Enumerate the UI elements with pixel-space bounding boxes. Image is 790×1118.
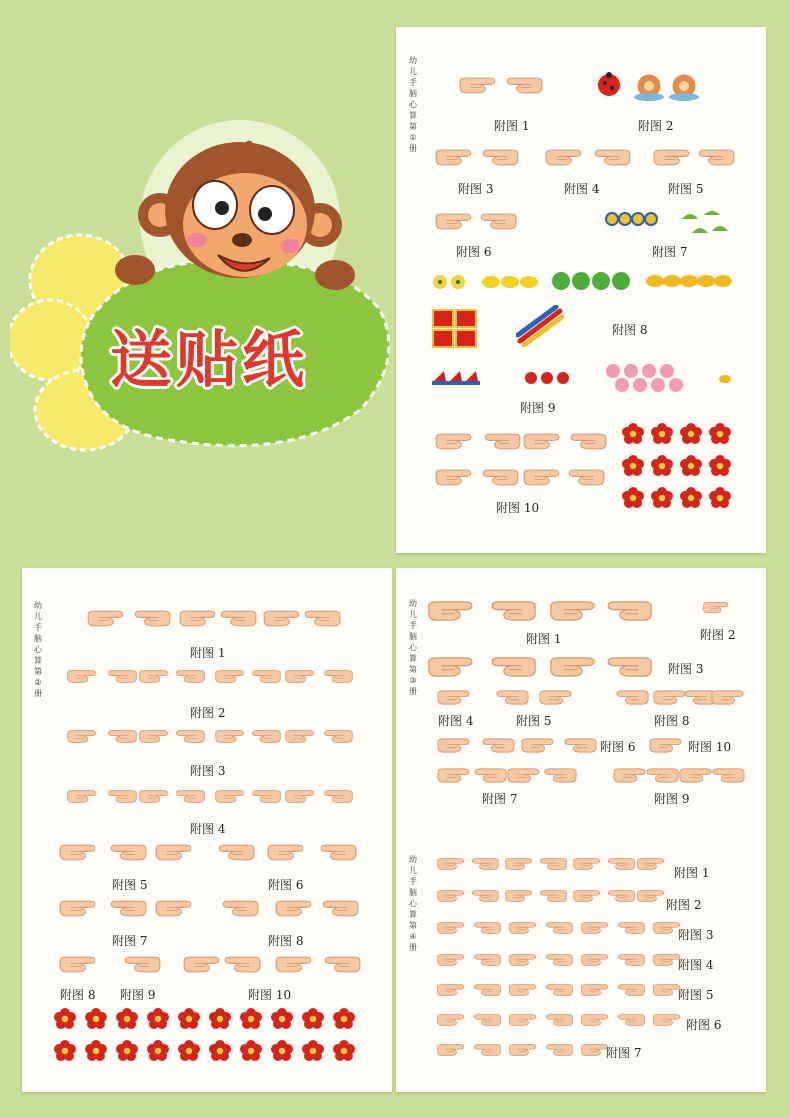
red-flower-icon: [651, 487, 673, 509]
hand-gesture-icon: [132, 608, 172, 629]
hand-gesture-icon: [636, 888, 666, 904]
hand-gesture-icon: [426, 654, 476, 680]
hand-gesture-icon: [86, 608, 126, 629]
red-flower-icon: [209, 1040, 231, 1062]
sticker-sheet-book-3-4: [396, 568, 766, 1092]
monkey-mascot-illustration: [10, 110, 400, 470]
hand-gesture-icon: [436, 688, 472, 707]
red-flower-icon: [709, 455, 731, 477]
vertical-title-char: 儿: [409, 866, 417, 875]
red-flower-icon: [178, 1008, 200, 1030]
hand-gesture-icon: [678, 766, 714, 785]
hand-gesture-icon: [604, 654, 654, 680]
hand-gesture-icon: [436, 856, 466, 872]
hand-gesture-icon: [470, 888, 500, 904]
corn-icon: [718, 373, 732, 385]
red-flower-icon: [622, 423, 644, 445]
hand-gesture-icon: [58, 954, 98, 975]
hand-gesture-icon: [538, 888, 568, 904]
hand-gesture-icon: [154, 898, 194, 919]
hand-gesture-icon: [568, 431, 608, 452]
hand-gesture-icon: [480, 736, 516, 755]
vertical-title-char: 幼: [409, 56, 417, 65]
red-flower-icon: [209, 1008, 231, 1030]
apple-icon: [550, 270, 632, 292]
hand-gesture-icon: [606, 888, 636, 904]
hand-gesture-icon: [138, 728, 170, 745]
red-flower-icon: [302, 1008, 324, 1030]
hand-gesture-icon: [636, 856, 666, 872]
figure-label: 附图 7: [652, 245, 688, 259]
hand-gesture-icon: [504, 75, 544, 96]
hand-gesture-icon: [488, 654, 538, 680]
hand-gesture-icon: [542, 766, 578, 785]
figure-label: 附图 1: [674, 866, 710, 880]
hand-gesture-icon: [108, 842, 148, 863]
hand-gesture-icon: [652, 1012, 682, 1028]
figure-label: 附图 9: [120, 988, 156, 1002]
red-flower-icon: [240, 1040, 262, 1062]
red-flower-icon: [622, 487, 644, 509]
snail-icon: [634, 71, 704, 101]
hand-gesture-icon: [470, 856, 500, 872]
hand-gesture-icon: [322, 788, 354, 805]
hand-gesture-icon: [458, 75, 498, 96]
vertical-title-char: 心: [409, 899, 417, 908]
red-flower-icon: [178, 1040, 200, 1062]
hand-gesture-icon: [616, 952, 646, 968]
vertical-title-char: 儿: [409, 610, 417, 619]
vertical-title-char: 脑: [409, 888, 417, 897]
sticker-sheet-book-1: [396, 27, 766, 553]
hand-gesture-icon: [262, 608, 302, 629]
hand-gesture-icon: [572, 888, 602, 904]
vertical-title-char: 算: [409, 910, 417, 919]
red-flower-icon: [333, 1008, 355, 1030]
hand-gesture-icon: [644, 766, 680, 785]
hand-gesture-icon: [652, 147, 692, 168]
figure-label: 附图 4: [438, 714, 474, 728]
hand-gesture-icon: [544, 1042, 574, 1058]
figure-label: 附图 5: [112, 878, 148, 892]
hand-gesture-icon: [522, 431, 562, 452]
hand-gesture-icon: [508, 982, 538, 998]
hand-gesture-icon: [436, 1012, 466, 1028]
figure-label: 附图 10: [248, 988, 292, 1002]
hand-gesture-icon: [218, 608, 258, 629]
figure-label: 附图 6: [600, 740, 636, 754]
figure-label: 附图 2: [666, 898, 702, 912]
hand-gesture-icon: [436, 1042, 466, 1058]
vertical-title-char: 册: [34, 689, 42, 698]
gift-box-icon: [432, 309, 478, 349]
figure-label: 附图 7: [482, 792, 518, 806]
red-flower-icon: [680, 423, 702, 445]
figure-label: 附图 2: [190, 706, 226, 720]
hand-gesture-icon: [616, 982, 646, 998]
figure-label: 附图 7: [112, 934, 148, 948]
vertical-book-title: [408, 854, 418, 953]
hand-gesture-icon: [250, 728, 282, 745]
hand-gesture-icon: [508, 952, 538, 968]
vertical-title-char: 脑: [409, 89, 417, 98]
hand-gesture-icon: [472, 1012, 502, 1028]
figure-label: 附图 7: [606, 1046, 642, 1060]
hand-gesture-icon: [222, 954, 262, 975]
figure-label: 附图 5: [516, 714, 552, 728]
red-flower-icon: [680, 455, 702, 477]
hand-gesture-icon: [266, 842, 306, 863]
hand-gesture-icon: [174, 728, 206, 745]
hand-gesture-icon: [138, 788, 170, 805]
vertical-title-char: 心: [34, 645, 42, 654]
vertical-title-char: 手: [409, 78, 417, 87]
figure-label: 附图 6: [686, 1018, 722, 1032]
hand-gesture-icon: [538, 688, 574, 707]
hand-gesture-icon: [178, 608, 218, 629]
red-flower-icon: [709, 487, 731, 509]
hand-gesture-icon: [480, 147, 520, 168]
hand-gesture-icon: [508, 920, 538, 936]
red-flower-icon: [240, 1008, 262, 1030]
red-flower-icon: [709, 423, 731, 445]
hand-gesture-icon: [548, 654, 598, 680]
hand-gesture-icon: [274, 898, 314, 919]
hand-gesture-icon: [214, 728, 246, 745]
vertical-title-char: 心: [409, 100, 417, 109]
hand-gesture-icon: [436, 920, 466, 936]
hand-gesture-icon: [66, 668, 98, 685]
figure-label: 附图 1: [190, 646, 226, 660]
red-flower-icon: [680, 487, 702, 509]
vertical-title-char: 第: [409, 122, 417, 131]
figure-label: 附图 5: [668, 182, 704, 196]
hand-gesture-icon: [472, 952, 502, 968]
figure-label: 附图 1: [494, 119, 530, 133]
hand-gesture-icon: [544, 1012, 574, 1028]
cherry-icon: [524, 371, 570, 385]
hand-gesture-icon: [488, 598, 538, 624]
red-flower-icon: [147, 1040, 169, 1062]
red-flower-icon: [116, 1040, 138, 1062]
vertical-book-title: [408, 598, 418, 697]
sticker-banner: [10, 110, 400, 470]
hand-gesture-icon: [174, 668, 206, 685]
hand-gesture-icon: [504, 856, 534, 872]
hand-gesture-icon: [250, 668, 282, 685]
figure-label: 附图 8: [268, 934, 304, 948]
vertical-title-char: 第: [34, 667, 42, 676]
red-flower-icon: [85, 1040, 107, 1062]
vertical-title-char: 算: [34, 656, 42, 665]
hand-gesture-icon: [572, 856, 602, 872]
hand-gesture-icon: [548, 598, 598, 624]
hand-gesture-icon: [108, 898, 148, 919]
hand-gesture-icon: [322, 728, 354, 745]
vertical-title-char: 幼: [409, 855, 417, 864]
figure-label: 附图 2: [700, 628, 736, 642]
sailboat-icon: [432, 369, 492, 387]
hand-gesture-icon: [302, 608, 342, 629]
figure-label: 附图 10: [688, 740, 732, 754]
vertical-title-char: 算: [409, 654, 417, 663]
hand-gesture-icon: [220, 898, 260, 919]
hand-gesture-icon: [138, 668, 170, 685]
hand-gesture-icon: [506, 766, 542, 785]
red-flower-icon: [651, 455, 673, 477]
hand-gesture-icon: [562, 736, 598, 755]
hand-gesture-icon: [66, 788, 98, 805]
hand-gesture-icon: [434, 211, 474, 232]
hand-gesture-icon: [580, 1012, 610, 1028]
figure-label: 附图 8: [654, 714, 690, 728]
vertical-title-char: 册: [409, 943, 417, 952]
vertical-title-char: 幼: [34, 601, 42, 610]
hand-gesture-icon: [284, 728, 316, 745]
red-flower-icon: [85, 1008, 107, 1030]
vertical-book-title: [33, 600, 43, 699]
vertical-title-char: ③: [409, 676, 417, 685]
hand-gesture-icon: [58, 842, 98, 863]
hand-gesture-icon: [472, 766, 508, 785]
hand-gesture-icon: [566, 467, 606, 488]
vertical-title-char: ④: [409, 932, 417, 941]
pencil-icon: [516, 305, 566, 347]
balls-icon: [604, 211, 660, 227]
figure-label: 附图 8: [612, 323, 648, 337]
hand-gesture-icon: [616, 1012, 646, 1028]
hand-gesture-icon: [710, 688, 746, 707]
red-flower-icon: [271, 1040, 293, 1062]
hand-gesture-icon: [274, 954, 314, 975]
hand-gesture-icon: [480, 467, 520, 488]
hand-gesture-icon: [174, 788, 206, 805]
hand-gesture-icon: [710, 766, 746, 785]
hand-gesture-icon: [66, 728, 98, 745]
hand-gesture-icon: [508, 1042, 538, 1058]
red-flower-icon: [333, 1040, 355, 1062]
red-flower-icon: [116, 1008, 138, 1030]
ladybug-icon: [596, 71, 622, 97]
hand-gesture-icon: [436, 982, 466, 998]
hand-gesture-icon: [58, 898, 98, 919]
hand-gesture-icon: [482, 431, 522, 452]
vertical-title-char: 心: [409, 643, 417, 652]
hand-gesture-icon: [520, 736, 556, 755]
vertical-title-char: ①: [409, 133, 417, 142]
vertical-title-char: 手: [409, 877, 417, 886]
hand-gesture-icon: [616, 920, 646, 936]
hand-gesture-icon: [214, 788, 246, 805]
hand-gesture-icon: [472, 982, 502, 998]
mango-icon: [646, 273, 732, 289]
hand-gesture-icon: [182, 954, 222, 975]
hand-gesture-icon: [504, 888, 534, 904]
figure-label: 附图 6: [456, 245, 492, 259]
banner-title: 送贴纸: [110, 323, 309, 396]
hand-gesture-icon: [702, 600, 730, 615]
figure-label: 附图 9: [520, 401, 556, 415]
hand-gesture-icon: [284, 788, 316, 805]
figure-label: 附图 10: [496, 501, 540, 515]
hand-gesture-icon: [592, 147, 632, 168]
hand-gesture-icon: [580, 920, 610, 936]
hand-gesture-icon: [648, 736, 684, 755]
hand-gesture-icon: [426, 598, 476, 624]
hand-gesture-icon: [214, 668, 246, 685]
figure-label: 附图 8: [60, 988, 96, 1002]
figure-label: 附图 3: [668, 662, 704, 676]
figure-label: 附图 3: [190, 764, 226, 778]
hand-gesture-icon: [472, 920, 502, 936]
hand-gesture-icon: [216, 842, 256, 863]
hand-gesture-icon: [436, 952, 466, 968]
vertical-title-char: 儿: [34, 612, 42, 621]
figure-label: 附图 9: [654, 792, 690, 806]
hand-gesture-icon: [544, 952, 574, 968]
vertical-book-title: [408, 55, 418, 154]
hand-gesture-icon: [436, 736, 472, 755]
hand-gesture-icon: [320, 898, 360, 919]
vertical-title-char: 第: [409, 665, 417, 674]
hand-gesture-icon: [544, 920, 574, 936]
vertical-title-char: 手: [409, 621, 417, 630]
vertical-title-char: ②: [34, 678, 42, 687]
hand-gesture-icon: [318, 842, 358, 863]
figure-label: 附图 5: [678, 988, 714, 1002]
hand-gesture-icon: [154, 842, 194, 863]
hand-gesture-icon: [544, 147, 584, 168]
vertical-title-char: 册: [409, 144, 417, 153]
vertical-title-char: 幼: [409, 599, 417, 608]
figure-label: 附图 4: [564, 182, 600, 196]
hand-gesture-icon: [284, 668, 316, 685]
red-flower-icon: [147, 1008, 169, 1030]
figure-label: 附图 2: [638, 119, 674, 133]
hand-gesture-icon: [434, 467, 474, 488]
hand-gesture-icon: [472, 1042, 502, 1058]
hand-gesture-icon: [612, 766, 648, 785]
red-flower-icon: [271, 1008, 293, 1030]
hand-gesture-icon: [606, 856, 636, 872]
hand-gesture-icon: [436, 888, 466, 904]
hand-gesture-icon: [614, 688, 650, 707]
figure-label: 附图 3: [458, 182, 494, 196]
red-flower-icon: [302, 1040, 324, 1062]
vertical-title-char: 脑: [409, 632, 417, 641]
vertical-title-char: 手: [34, 623, 42, 632]
hand-gesture-icon: [696, 147, 736, 168]
red-flower-icon: [651, 423, 673, 445]
hand-gesture-icon: [322, 668, 354, 685]
hand-gesture-icon: [522, 467, 562, 488]
red-flower-icon: [54, 1008, 76, 1030]
vertical-title-char: 算: [409, 111, 417, 120]
figure-label: 附图 4: [678, 958, 714, 972]
figure-label: 附图 3: [678, 928, 714, 942]
hand-gesture-icon: [604, 598, 654, 624]
vertical-title-char: 第: [409, 921, 417, 930]
vertical-title-char: 儿: [409, 67, 417, 76]
vertical-title-char: 脑: [34, 634, 42, 643]
hand-gesture-icon: [478, 211, 518, 232]
dice-icon: [432, 273, 468, 291]
figure-label: 附图 6: [268, 878, 304, 892]
hand-gesture-icon: [580, 982, 610, 998]
umbrella-icon: [678, 207, 728, 237]
hand-gesture-icon: [434, 147, 474, 168]
hand-gesture-icon: [580, 952, 610, 968]
hand-gesture-icon: [122, 954, 162, 975]
sticker-sheet-book-2: [22, 568, 392, 1092]
red-flower-icon: [622, 455, 644, 477]
hand-gesture-icon: [436, 766, 472, 785]
figure-label: 附图 4: [190, 822, 226, 836]
hand-gesture-icon: [538, 856, 568, 872]
vertical-title-char: 册: [409, 687, 417, 696]
hand-gesture-icon: [494, 688, 530, 707]
hand-gesture-icon: [544, 982, 574, 998]
hand-gesture-icon: [106, 788, 138, 805]
peach-icon: [604, 363, 688, 393]
hand-gesture-icon: [508, 1012, 538, 1028]
lemon-icon: [482, 275, 548, 289]
hand-gesture-icon: [106, 728, 138, 745]
hand-gesture-icon: [434, 431, 474, 452]
figure-label: 附图 1: [526, 632, 562, 646]
hand-gesture-icon: [106, 668, 138, 685]
hand-gesture-icon: [250, 788, 282, 805]
hand-gesture-icon: [322, 954, 362, 975]
red-flower-icon: [54, 1040, 76, 1062]
